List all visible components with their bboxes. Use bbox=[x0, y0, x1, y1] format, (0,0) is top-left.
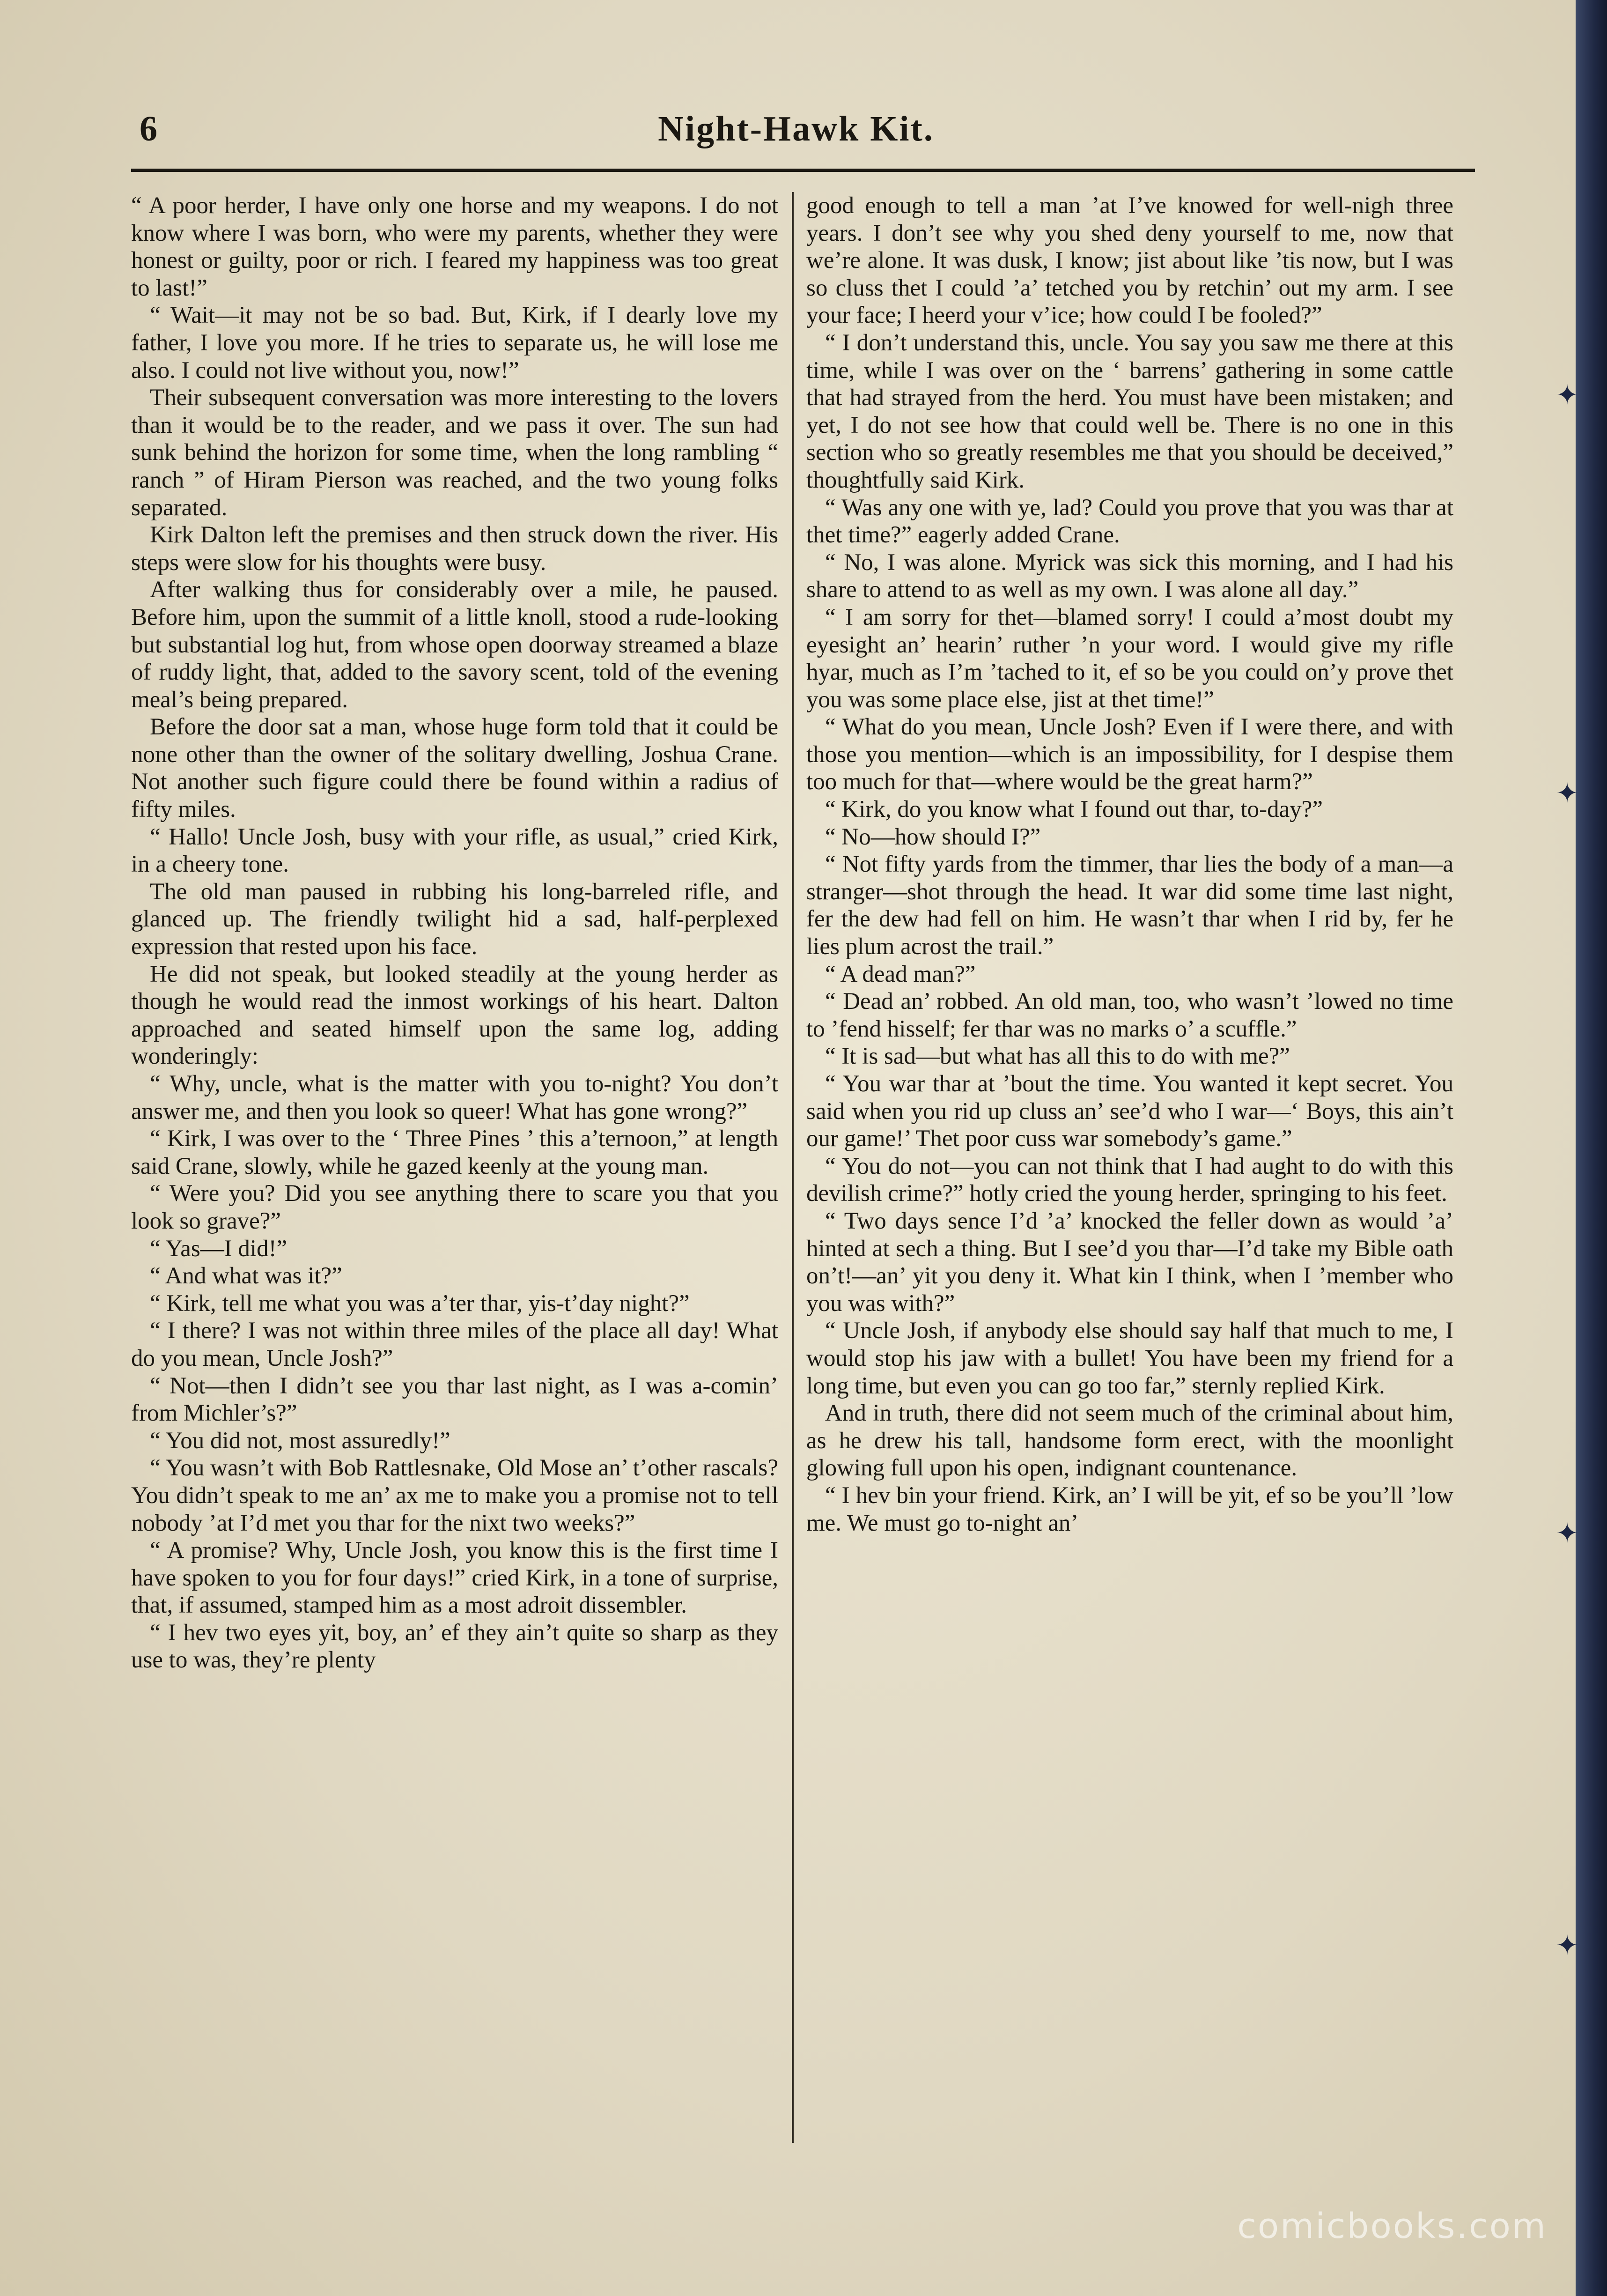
paragraph: And in truth, there did not seem much of the criminal about him, as he drew his tall, handsome form erect, with the moonlight glowing full upon his open, indignant countenance. bbox=[806, 1400, 1453, 1481]
paragraph: “ You wasn’t with Bob Rattlesnake, Old Mose an’ t’other rascals? You didn’t speak to me an’ ax me to make you a promise not to tell nobody ’at I’d met you thar for the nixt two weeks?” bbox=[131, 1455, 778, 1536]
paragraph: “ Kirk, I was over to the ‘ Three Pines ’ this a’ternoon,” at length said Crane, slowly, while he gazed keenly at the young man. bbox=[131, 1126, 778, 1179]
paragraph: “ You war thar at ’bout the time. You wanted it kept secret. You said when you rid up cluss an’ see’d who I war—‘ Boys, this ain’t our game!’ Thet poor cuss war somebody’s game.” bbox=[806, 1071, 1453, 1152]
binding-stitch-icon: ✦ bbox=[1555, 777, 1579, 809]
paragraph: “ Hallo! Uncle Josh, busy with your rifle, as usual,” cried Kirk, in a cheery tone. bbox=[131, 823, 778, 878]
paragraph: “ Kirk, tell me what you was a’ter thar, yis-t’day night?” bbox=[150, 1290, 690, 1317]
paragraph: After walking thus for considerably over a mile, he paused. Before him, upon the summit of a little knoll, stood a rude-looking but substantial log hut, from whose open doorway streamed a blaze of ruddy light, that, added to the savory scent, told of the evening meal’s being prepared. bbox=[131, 577, 778, 713]
text-column-left bbox=[131, 192, 778, 1674]
binding-stitch-icon: ✦ bbox=[1555, 1517, 1579, 1549]
paragraph: “ Not—then I didn’t see you thar last night, as I was a-comin’ from Michler’s?” bbox=[131, 1372, 778, 1427]
page-number: 6 bbox=[140, 109, 158, 148]
text-column-right bbox=[806, 192, 1453, 1537]
paragraph: “ I am sorry for thet—blamed sorry! I could a’most doubt my eyesight an’ hearin’ ruther ’n your word. I would give my rifle hyar, much as I’m ’tached to it, ef so be you could on’y prove thet you was some place else, jist at thet time!” bbox=[806, 604, 1453, 713]
paragraph: “ A promise? Why, Uncle Josh, you know this is the first time I have spoken to you for four days!” cried Kirk, in a tone of surprise, that, if assumed, stamped him as a most adroit dissembler. bbox=[131, 1537, 778, 1619]
binding-stitch-icon: ✦ bbox=[1555, 379, 1579, 411]
paragraph: “ You do not—you can not think that I had aught to do with this devilish crime?” hotly cried the young herder, springing to his feet. bbox=[806, 1153, 1453, 1207]
paragraph: “ Why, uncle, what is the matter with you to-night? You don’t answer me, and then you look so queer! What has gone wrong?” bbox=[131, 1071, 778, 1125]
paragraph: “ No, I was alone. Myrick was sick this morning, and I had his share to attend to as well as my own. I was alone all day.” bbox=[806, 549, 1453, 603]
paragraph: He did not speak, but looked steadily at the young herder as though he would read the inmost workings of his heart. Dalton approached and seated himself upon the same log, adding wonderingly: bbox=[131, 961, 778, 1070]
paragraph: “ You did not, most assuredly!” bbox=[150, 1427, 450, 1454]
paragraph: “ Two days sence I’d ’a’ knocked the feller down as would ’a’ hinted at sech a thing. But I see’d you thar—I’d take my Bible oath on’t!—an’ yit you deny it. What kin I think, when I ’member who you was with?” bbox=[806, 1207, 1453, 1317]
binding-stitch-icon: ✦ bbox=[1555, 1929, 1579, 1961]
book-binding-edge bbox=[1576, 0, 1607, 2296]
paragraph: “ And what was it?” bbox=[150, 1263, 342, 1289]
paragraph: “ Was any one with ye, lad? Could you prove that you was thar at thet time?” eagerly added Crane. bbox=[806, 494, 1453, 548]
paragraph: The old man paused in rubbing his long-barreled rifle, and glanced up. The friendly twilight hid a sad, half-perplexed expression that rested upon his face. bbox=[131, 878, 778, 960]
paragraph: “ I hev two eyes yit, boy, an’ ef they ain’t quite so sharp as they use to was, they’re plenty bbox=[131, 1619, 778, 1674]
paragraph: Their subsequent conversation was more interesting to the lovers than it would be to the reader, and we pass it over. The sun had sunk behind the horizon for some time, when the long rambling “ ranch ” of Hiram Pierson was reached, and the two young folks separated. bbox=[131, 385, 778, 521]
paragraph: “ It is sad—but what has all this to do with me?” bbox=[825, 1043, 1290, 1070]
paragraph: “ I hev bin your friend. Kirk, an’ I will be yit, ef so be you’ll ’low me. We must go to-night an’ bbox=[806, 1482, 1453, 1536]
site-watermark: comicbooks.com bbox=[1237, 2206, 1547, 2246]
paragraph: “ Dead an’ robbed. An old man, too, who wasn’t ’lowed no time to ’fend hisself; fer thar was no marks o’ a scuffle.” bbox=[806, 988, 1453, 1042]
paragraph: “ I there? I was not within three miles of the place all day! What do you mean, Uncle Josh?” bbox=[131, 1318, 778, 1371]
paragraph: “ Not fifty yards from the timmer, thar lies the body of a man—a stranger—shot through the head. It war did some time last night, fer the dew had fell on him. He wasn’t thar when I rid by, fer he lies plum acrost the trail.” bbox=[806, 851, 1453, 960]
paragraph: good enough to tell a man ’at I’ve knowed for well-nigh three years. I don’t see why you shed deny yourself to me, now that we’re alone. It was dusk, I know; jist about like ’tis now, but I was so cluss thet I could ’a’ tetched you by retchin’ out my arm. I see your face; I heerd your v’ice; how could I be fooled?” bbox=[806, 193, 1453, 329]
running-title: Night-Hawk Kit. bbox=[658, 109, 934, 148]
paragraph: “ A poor herder, I have only one horse and my weapons. I do not know where I was born, who were my parents, whether they were honest or guilty, poor or rich. I feared my happiness was too great to last!” bbox=[131, 193, 778, 301]
paragraph: “ Kirk, do you know what I found out thar, to-day?” bbox=[825, 796, 1323, 823]
paragraph: “ Wait—it may not be so bad. But, Kirk, if I dearly love my father, I love you more. If he tries to separate us, he will lose me also. I could not live without you, now!” bbox=[131, 302, 778, 384]
paragraph: “ No—how should I?” bbox=[825, 823, 1041, 850]
header-rule bbox=[131, 169, 1475, 172]
column-divider bbox=[792, 192, 794, 2143]
paragraph: “ Yas—I did!” bbox=[150, 1235, 287, 1262]
paragraph: “ Uncle Josh, if anybody else should say half that much to me, I would stop his jaw with a bullet! You have been my friend for a long time, but even you can go too far,” sternly replied Kirk. bbox=[806, 1318, 1453, 1399]
paragraph: “ What do you mean, Uncle Josh? Even if I were there, and with those you mention—which is an impossibility, for I despise them too much for that—where would be the great harm?” bbox=[806, 714, 1453, 795]
paragraph: “ A dead man?” bbox=[825, 961, 976, 987]
paragraph: Before the door sat a man, whose huge form told that it could be none other than the owner of the solitary dwelling, Joshua Crane. Not another such figure could there be found within a radius of fifty miles. bbox=[131, 714, 778, 823]
paragraph: “ I don’t understand this, uncle. You say you saw me there at this time, while I was over on the ‘ barrens’ gathering in some cattle that had strayed from the herd. You must have been mistaken; and yet, I do not see how that could well be. There is no one in this section who so greatly resembles me that you should be deceived,” thoughtfully said Kirk. bbox=[806, 329, 1453, 493]
paragraph: “ Were you? Did you see anything there to scare you that you look so grave?” bbox=[131, 1180, 778, 1234]
paragraph: Kirk Dalton left the premises and then struck down the river. His steps were slow for his thoughts were busy. bbox=[131, 522, 778, 576]
